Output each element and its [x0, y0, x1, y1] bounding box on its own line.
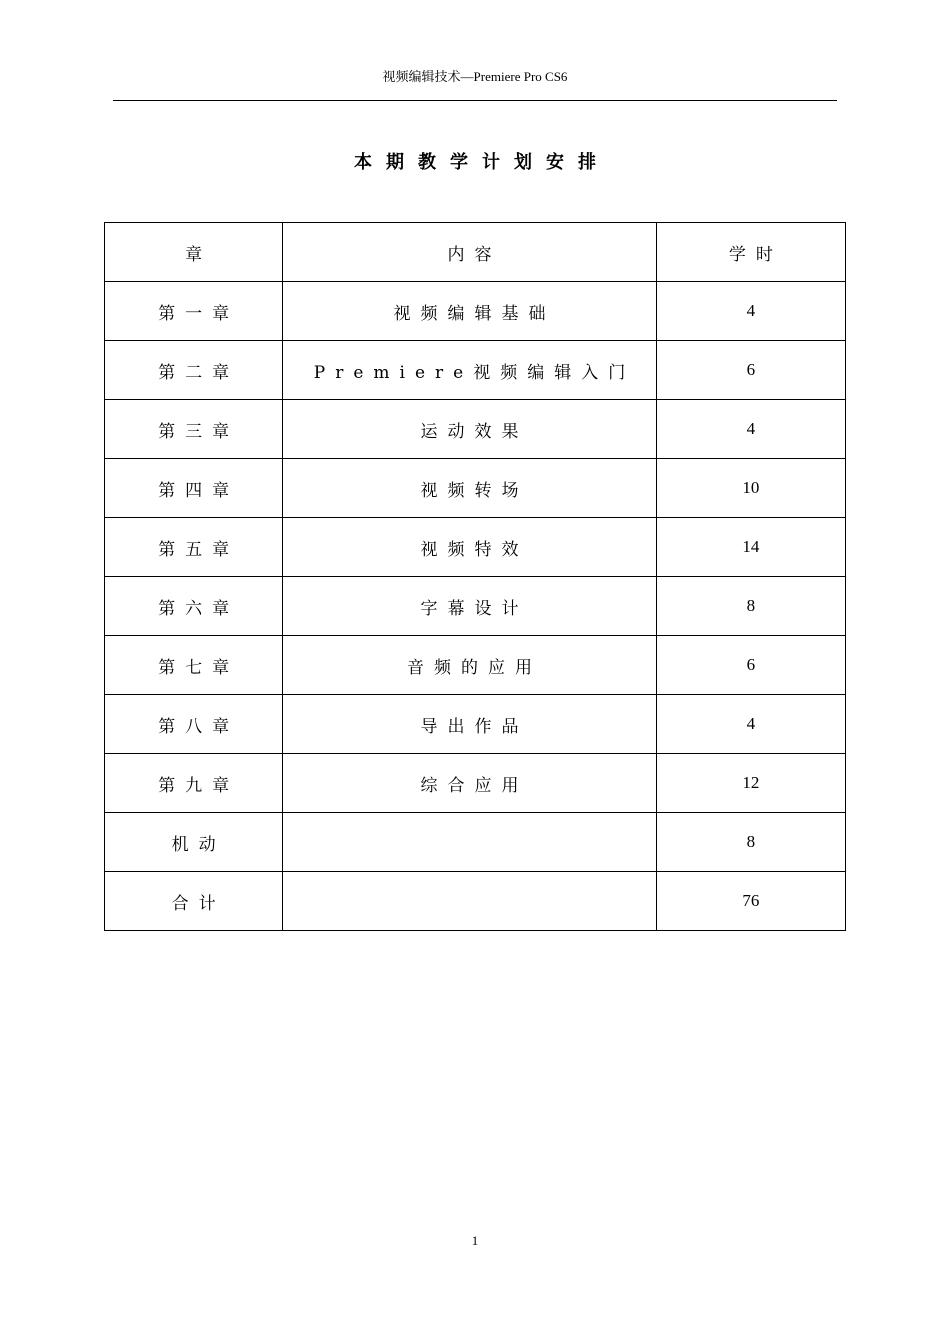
content-cell: 导出作品	[283, 695, 657, 754]
table-row	[105, 813, 846, 872]
hours-cell: 8	[656, 577, 845, 636]
chapter-cell: 合计	[105, 872, 283, 931]
table-row	[105, 282, 846, 341]
document-title: 本期教学计划安排	[354, 152, 610, 173]
chapter-cell: 第七章	[105, 636, 283, 695]
hours-cell: 8	[656, 813, 845, 872]
table-row	[105, 518, 846, 577]
content-cell: Premiere视频编辑入门	[283, 341, 657, 400]
content-cell: 运动效果	[283, 400, 657, 459]
column-header-chapter: 章	[105, 223, 283, 282]
table-row	[105, 400, 846, 459]
content-cell	[283, 872, 657, 931]
hours-cell: 4	[656, 695, 845, 754]
hours-cell: 4	[656, 282, 845, 341]
table-row	[105, 459, 846, 518]
content-cell: 视频编辑基础	[283, 282, 657, 341]
table-header-row	[105, 223, 846, 282]
content-cell: 视频特效	[283, 518, 657, 577]
column-header-hours: 学时	[656, 223, 845, 282]
hours-cell: 4	[656, 400, 845, 459]
hours-cell: 6	[656, 341, 845, 400]
content-cell: 字幕设计	[283, 577, 657, 636]
page-header-text: 视频编辑技术—Premiere Pro CS6	[382, 69, 568, 84]
chapter-cell: 第二章	[105, 341, 283, 400]
teaching-plan-table	[104, 222, 846, 931]
column-header-content: 内容	[283, 223, 657, 282]
table-row	[105, 754, 846, 813]
table-row	[105, 636, 846, 695]
hours-cell: 6	[656, 636, 845, 695]
content-cell: 音频的应用	[283, 636, 657, 695]
chapter-cell: 第四章	[105, 459, 283, 518]
header-divider	[113, 100, 837, 101]
table-row	[105, 695, 846, 754]
hours-cell: 10	[656, 459, 845, 518]
table-row	[105, 872, 846, 931]
table-row	[105, 577, 846, 636]
content-cell: 综合应用	[283, 754, 657, 813]
chapter-cell: 第八章	[105, 695, 283, 754]
hours-cell: 12	[656, 754, 845, 813]
chapter-cell: 机动	[105, 813, 283, 872]
chapter-cell: 第三章	[105, 400, 283, 459]
chapter-cell: 第五章	[105, 518, 283, 577]
chapter-cell: 第一章	[105, 282, 283, 341]
content-cell: 视频转场	[283, 459, 657, 518]
hours-cell: 76	[656, 872, 845, 931]
table-row	[105, 341, 846, 400]
hours-cell: 14	[656, 518, 845, 577]
chapter-cell: 第九章	[105, 754, 283, 813]
content-cell	[283, 813, 657, 872]
chapter-cell: 第六章	[105, 577, 283, 636]
page-number: 1	[471, 1233, 479, 1248]
